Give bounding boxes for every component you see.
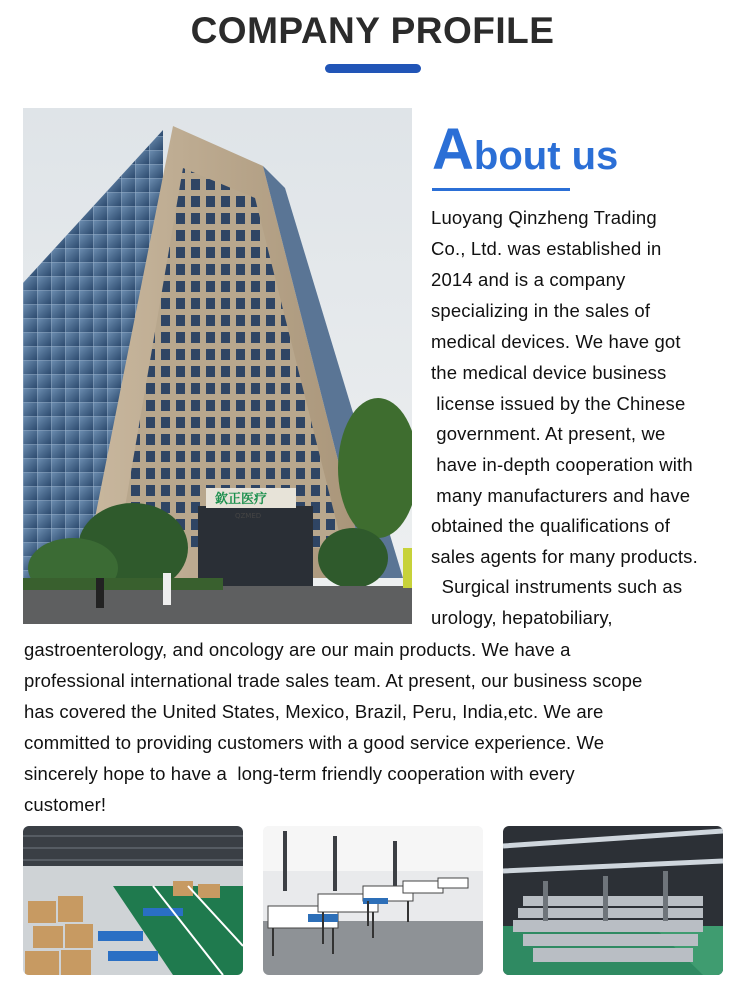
about-text-line: professional international trade sales team. At present, our business scope	[24, 670, 643, 691]
about-text-line: government. At present, we	[431, 423, 666, 444]
building-sign-cn: 欽正医疗	[215, 492, 268, 507]
about-text-line: Co., Ltd. was established in	[431, 238, 662, 259]
about-text-line: medical devices. We have got	[431, 331, 681, 352]
about-text-line: sales agents for many products.	[431, 546, 698, 567]
about-us-underline	[432, 188, 570, 191]
about-text-line: gastroenterology, and oncology are our main products. We have a	[24, 639, 571, 660]
about-text-line: license issued by the Chinese	[431, 393, 686, 414]
hospital-beds-photo	[263, 826, 483, 975]
about-text-line: committed to providing customers with a good service experience. We	[24, 732, 605, 753]
about-text-line: the medical device business	[431, 362, 667, 383]
title-accent-bar	[325, 64, 421, 73]
about-text-line: urology, hepatobiliary,	[431, 607, 613, 628]
about-text-line: obtained the qualifications of	[431, 515, 671, 536]
about-text-line: have in-depth cooperation with	[431, 454, 693, 475]
about-text-line: customer!	[24, 794, 107, 815]
about-text-line: sincerely hope to have a long-term friendly cooperation with every	[24, 763, 575, 784]
about-text-line: specializing in the sales of	[431, 300, 651, 321]
about-text-line: Surgical instruments such as	[431, 576, 683, 597]
about-text-line: 2014 and is a company	[431, 269, 626, 290]
building-sign-en: QZMED	[235, 512, 262, 520]
about-text-line: has covered the United States, Mexico, Brazil, Peru, India,etc. We are	[24, 701, 604, 722]
about-us-heading: About us	[432, 117, 619, 182]
page-title: COMPANY PROFILE	[190, 10, 555, 51]
warehouse-photo	[23, 826, 243, 975]
factory-floor-photo	[503, 826, 723, 975]
company-building-photo	[23, 108, 412, 624]
about-text-line: Luoyang Qinzheng Trading	[431, 207, 657, 228]
about-text-line: many manufacturers and have	[431, 485, 691, 506]
